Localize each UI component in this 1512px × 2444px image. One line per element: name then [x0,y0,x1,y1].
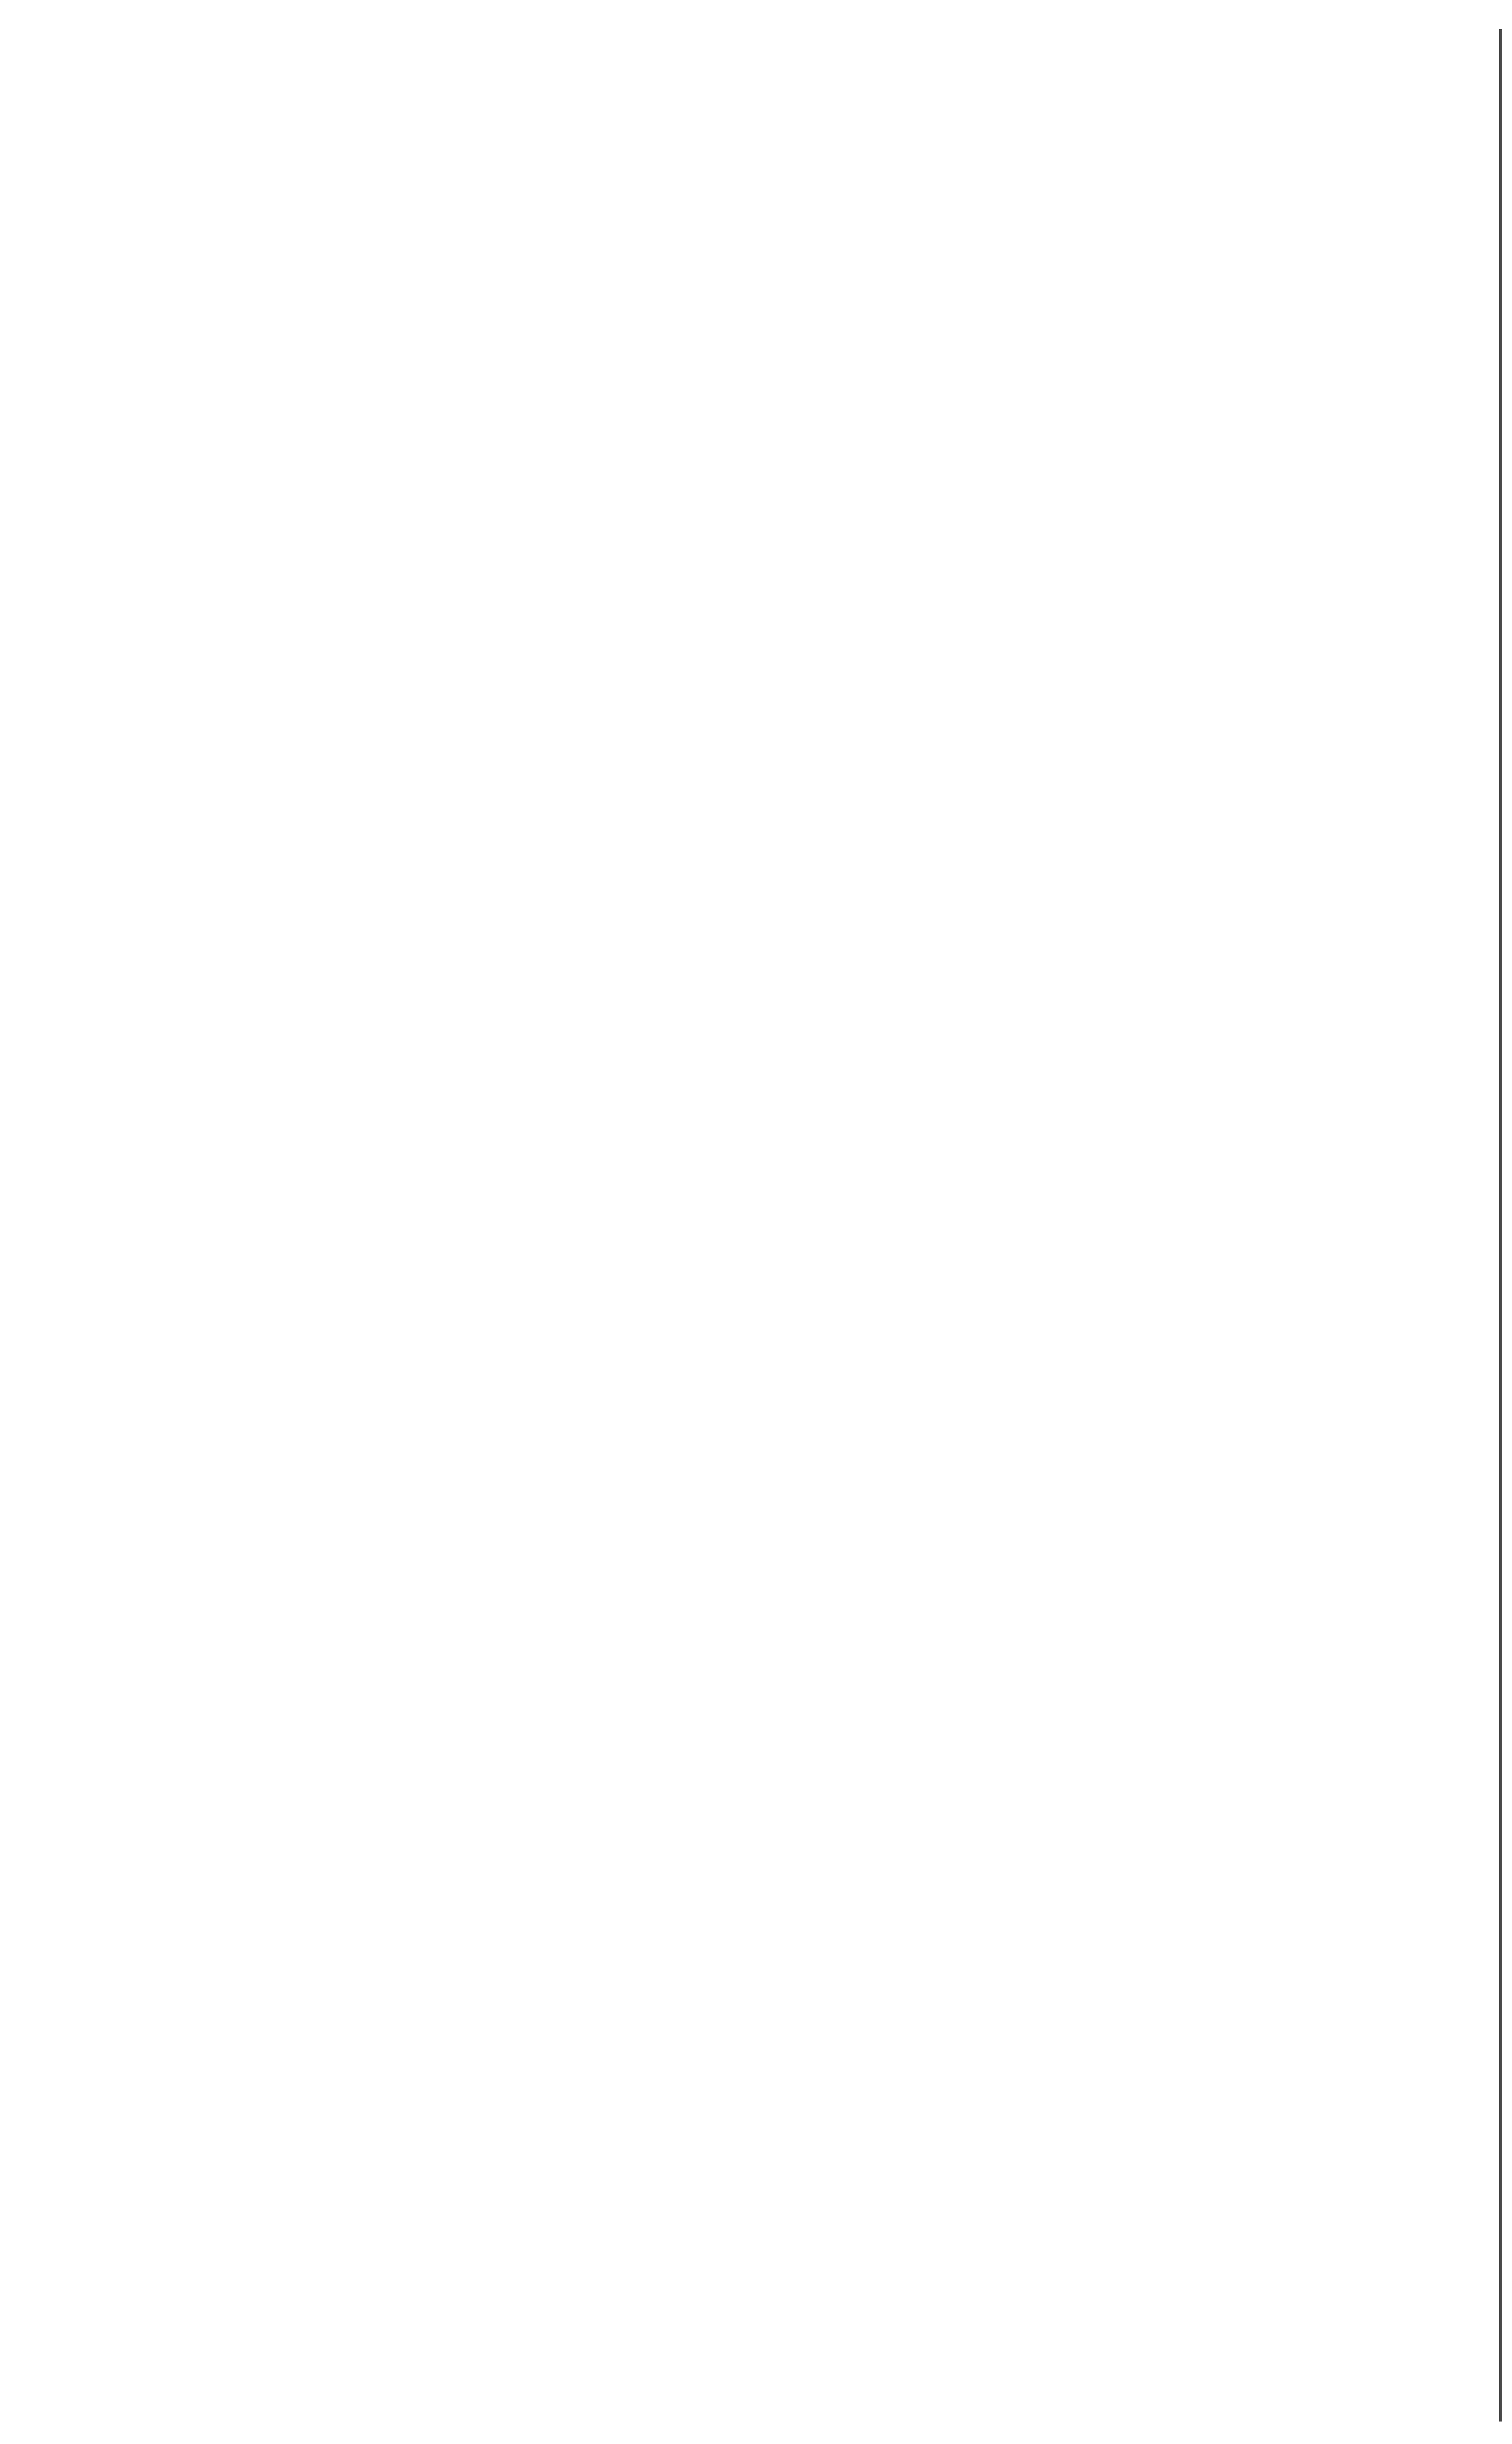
page-edge-line [1499,29,1502,2422]
running-header [0,128,1512,171]
